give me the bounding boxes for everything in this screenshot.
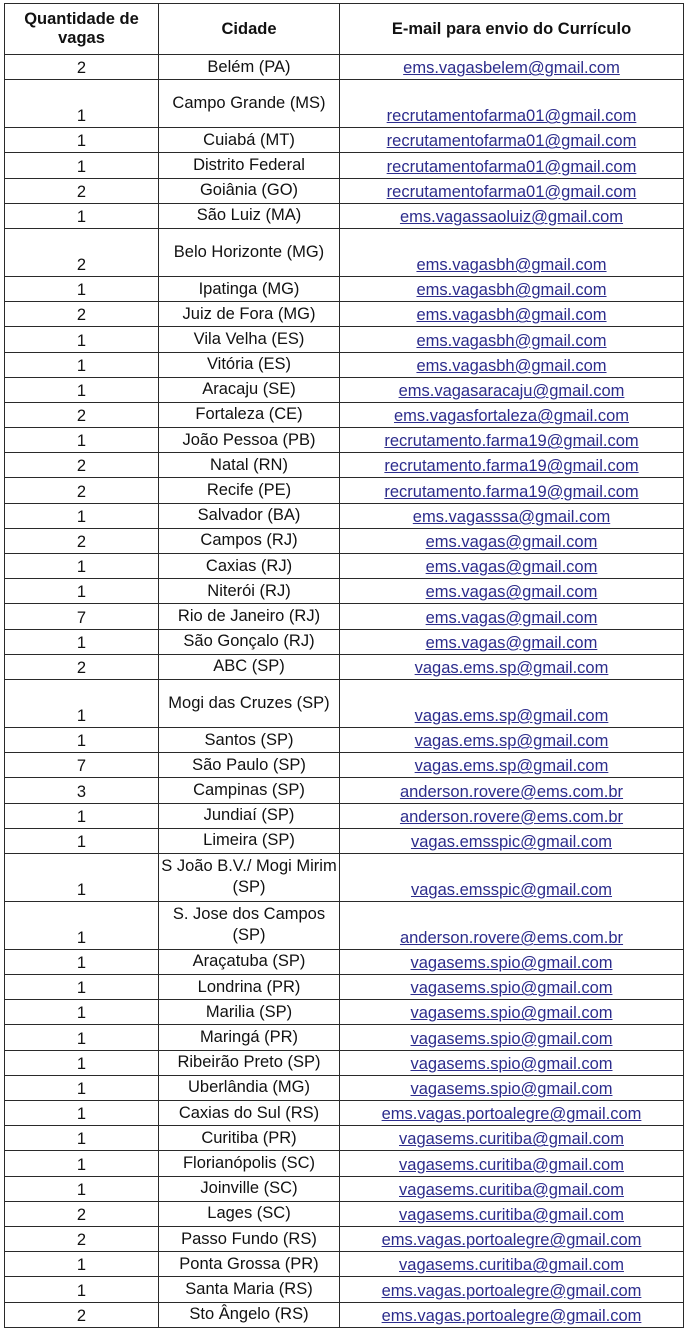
email-cell	[340, 604, 684, 629]
city-name: João Pessoa (PB)	[159, 428, 340, 453]
table-row	[5, 727, 684, 752]
email-link[interactable]: recrutamentofarma01@gmail.com	[386, 182, 637, 201]
city-name: Curitiba (PR)	[159, 1126, 340, 1151]
city-name: Sto Ângelo (RS)	[159, 1302, 340, 1327]
city-name: S João B.V./ Mogi Mirim (SP)	[159, 853, 340, 901]
vacancy-count: 3	[5, 778, 159, 803]
email-cell	[340, 1000, 684, 1025]
city-name: Ponta Grossa (PR)	[159, 1252, 340, 1277]
city-name: Vitória (ES)	[159, 352, 340, 377]
table-row	[5, 1226, 684, 1251]
email-link[interactable]: recrutamento.farma19@gmail.com	[384, 482, 639, 501]
email-cell	[340, 1151, 684, 1176]
city-name: Distrito Federal	[159, 153, 340, 178]
city-name: Ipatinga (MG)	[159, 276, 340, 301]
table-row	[5, 377, 684, 402]
email-header: E-mail para envio do Currículo	[340, 4, 684, 55]
email-cell	[340, 528, 684, 553]
email-cell	[340, 1075, 684, 1100]
city-name: Niterói (RJ)	[159, 579, 340, 604]
email-link[interactable]: vagasems.curitiba@gmail.com	[399, 1205, 624, 1224]
table-row	[5, 1176, 684, 1201]
vacancy-count: 1	[5, 1050, 159, 1075]
table-row	[5, 778, 684, 803]
email-cell	[340, 276, 684, 301]
city-name: Londrina (PR)	[159, 975, 340, 1000]
email-link[interactable]: vagas.ems.sp@gmail.com	[414, 658, 609, 677]
city-name: Campo Grande (MS)	[159, 80, 340, 128]
header-row	[5, 4, 684, 55]
table-row	[5, 828, 684, 853]
city-name: Caxias (RJ)	[159, 554, 340, 579]
city-name: São Luiz (MA)	[159, 203, 340, 228]
email-link[interactable]: ems.vagasbelem@gmail.com	[403, 59, 620, 78]
email-link[interactable]: vagasems.curitiba@gmail.com	[399, 1130, 624, 1149]
table-row	[5, 402, 684, 427]
email-cell	[340, 629, 684, 654]
vacancy-count: 1	[5, 554, 159, 579]
email-link[interactable]: ems.vagasbh@gmail.com	[416, 255, 607, 274]
table-row	[5, 679, 684, 727]
city-name: Maringá (PR)	[159, 1025, 340, 1050]
city-name: Caxias do Sul (RS)	[159, 1101, 340, 1126]
email-link[interactable]: ems.vagasaracaju@gmail.com	[398, 381, 625, 400]
vacancies-table	[4, 3, 684, 1328]
vacancy-count: 1	[5, 428, 159, 453]
email-cell	[340, 1201, 684, 1226]
vacancy-count: 1	[5, 1000, 159, 1025]
city-name: Mogi das Cruzes (SP)	[159, 679, 340, 727]
email-cell	[340, 327, 684, 352]
table-row	[5, 1025, 684, 1050]
city-name: S. Jose dos Campos (SP)	[159, 901, 340, 949]
city-name: Natal (RN)	[159, 453, 340, 478]
email-cell	[340, 1252, 684, 1277]
email-link[interactable]: anderson.rovere@ems.com.br	[399, 782, 624, 801]
city-name: Passo Fundo (RS)	[159, 1226, 340, 1251]
city-name: Belém (PA)	[159, 55, 340, 80]
city-header: Cidade	[159, 4, 340, 55]
vacancy-count: 1	[5, 203, 159, 228]
table-row	[5, 1126, 684, 1151]
email-cell	[340, 352, 684, 377]
email-link[interactable]: vagas.emsspic@gmail.com	[410, 880, 613, 899]
email-link[interactable]: ems.vagas@gmail.com	[425, 633, 598, 652]
city-name: Aracaju (SE)	[159, 377, 340, 402]
email-link[interactable]: vagas.ems.sp@gmail.com	[414, 732, 609, 751]
city-name: Lages (SC)	[159, 1201, 340, 1226]
city-name: Vila Velha (ES)	[159, 327, 340, 352]
vacancy-count: 2	[5, 1201, 159, 1226]
email-cell	[340, 654, 684, 679]
table-row	[5, 975, 684, 1000]
email-cell	[340, 55, 684, 80]
email-link[interactable]: ems.vagassaoluiz@gmail.com	[399, 207, 624, 226]
email-link[interactable]: ems.vagas@gmail.com	[425, 583, 598, 602]
vacancy-count: 1	[5, 727, 159, 752]
email-link[interactable]: vagasems.curitiba@gmail.com	[399, 1180, 624, 1199]
vacancy-count: 1	[5, 80, 159, 128]
email-link[interactable]: vagasems.curitiba@gmail.com	[399, 1155, 624, 1174]
vacancy-count: 1	[5, 949, 159, 974]
email-link[interactable]: recrutamento.farma19@gmail.com	[384, 457, 639, 476]
email-cell	[340, 428, 684, 453]
email-cell	[340, 1302, 684, 1327]
table-row	[5, 178, 684, 203]
table-row	[5, 629, 684, 654]
email-link[interactable]: vagasems.spio@gmail.com	[410, 1080, 613, 1098]
city-name: Recife (PE)	[159, 478, 340, 503]
vacancy-count: 2	[5, 402, 159, 427]
vacancy-count: 2	[5, 55, 159, 80]
email-cell	[340, 1226, 684, 1251]
email-cell	[340, 1050, 684, 1075]
email-link[interactable]: vagasems.spio@gmail.com	[410, 954, 613, 973]
table-row	[5, 1000, 684, 1025]
email-cell	[340, 975, 684, 1000]
vacancy-count: 1	[5, 579, 159, 604]
email-link[interactable]: anderson.rovere@ems.com.br	[399, 807, 624, 826]
table-row	[5, 128, 684, 153]
vacancy-count: 7	[5, 604, 159, 629]
email-link[interactable]: ems.vagas.portoalegre@gmail.com	[381, 1306, 642, 1325]
vacancy-count: 2	[5, 478, 159, 503]
table-row	[5, 554, 684, 579]
table-row	[5, 327, 684, 352]
vacancy-count: 1	[5, 1075, 159, 1100]
vacancy-count: 1	[5, 803, 159, 828]
email-cell	[340, 503, 684, 528]
quantity-header: Quantidade de vagas	[5, 4, 159, 55]
city-name: São Gonçalo (RJ)	[159, 629, 340, 654]
city-name: ABC (SP)	[159, 654, 340, 679]
vacancy-count: 2	[5, 228, 159, 276]
email-cell	[340, 153, 684, 178]
email-cell	[340, 302, 684, 327]
city-name: Limeira (SP)	[159, 828, 340, 853]
vacancy-count: 1	[5, 276, 159, 301]
city-name: Goiânia (GO)	[159, 178, 340, 203]
table-row	[5, 1201, 684, 1226]
email-link[interactable]: ems.vagas@gmail.com	[425, 558, 598, 577]
vacancy-count: 1	[5, 1277, 159, 1302]
vacancy-count: 2	[5, 654, 159, 679]
table-row	[5, 352, 684, 377]
city-name: Joinville (SC)	[159, 1176, 340, 1201]
email-cell	[340, 203, 684, 228]
table-row	[5, 1277, 684, 1302]
email-link[interactable]: recrutamentofarma01@gmail.com	[386, 157, 637, 176]
table-row	[5, 453, 684, 478]
email-link[interactable]: vagasems.spio@gmail.com	[410, 979, 613, 998]
email-cell	[340, 727, 684, 752]
table-row	[5, 949, 684, 974]
table-row	[5, 80, 684, 128]
table-row	[5, 901, 684, 949]
vacancy-count: 1	[5, 327, 159, 352]
email-link[interactable]: vagasems.curitiba@gmail.com	[399, 1256, 624, 1275]
email-cell	[340, 554, 684, 579]
vacancy-count: 1	[5, 1101, 159, 1126]
table-row	[5, 753, 684, 778]
email-cell	[340, 803, 684, 828]
city-name: Fortaleza (CE)	[159, 402, 340, 427]
email-cell	[340, 753, 684, 778]
city-name: Campos (RJ)	[159, 528, 340, 553]
table-row	[5, 803, 684, 828]
table-row	[5, 302, 684, 327]
email-link[interactable]: recrutamentofarma01@gmail.com	[386, 107, 637, 126]
table-row	[5, 528, 684, 553]
city-name: Jundiaí (SP)	[159, 803, 340, 828]
email-link[interactable]: vagasems.spio@gmail.com	[410, 1004, 613, 1023]
vacancy-count: 1	[5, 629, 159, 654]
email-link[interactable]: vagasems.spio@gmail.com	[410, 1029, 613, 1048]
table-row	[5, 1151, 684, 1176]
table-row	[5, 1050, 684, 1075]
email-link[interactable]: vagas.emsspic@gmail.com	[410, 832, 613, 851]
vacancy-count: 1	[5, 828, 159, 853]
city-name: Marilia (SP)	[159, 1000, 340, 1025]
table-header	[5, 4, 684, 55]
email-link[interactable]: ems.vagasssa@gmail.com	[412, 507, 611, 526]
email-cell	[340, 453, 684, 478]
table-row	[5, 1075, 684, 1100]
email-cell	[340, 128, 684, 153]
email-link[interactable]: anderson.rovere@ems.com.br	[399, 928, 624, 947]
vacancy-count: 1	[5, 1126, 159, 1151]
vacancy-count: 1	[5, 853, 159, 901]
email-cell	[340, 901, 684, 949]
city-name: Belo Horizonte (MG)	[159, 228, 340, 276]
city-name: Uberlândia (MG)	[159, 1075, 340, 1100]
email-cell	[340, 1277, 684, 1302]
vacancy-count: 2	[5, 528, 159, 553]
email-cell	[340, 377, 684, 402]
vacancy-count: 1	[5, 377, 159, 402]
email-cell	[340, 80, 684, 128]
email-cell	[340, 828, 684, 853]
city-name: Florianópolis (SC)	[159, 1151, 340, 1176]
table-row	[5, 1101, 684, 1126]
table-row	[5, 55, 684, 80]
table-row	[5, 503, 684, 528]
email-cell	[340, 478, 684, 503]
vacancy-count: 1	[5, 153, 159, 178]
vacancy-count: 1	[5, 1151, 159, 1176]
vacancy-count: 1	[5, 1252, 159, 1277]
email-cell	[340, 853, 684, 901]
table-row	[5, 203, 684, 228]
table-row	[5, 153, 684, 178]
email-link[interactable]: ems.vagas.portoalegre@gmail.com	[381, 1281, 642, 1300]
email-cell	[340, 1126, 684, 1151]
vacancy-count: 2	[5, 1226, 159, 1251]
table-row	[5, 654, 684, 679]
email-link[interactable]: vagas.ems.sp@gmail.com	[414, 757, 609, 776]
email-cell	[340, 679, 684, 727]
city-name: Cuiabá (MT)	[159, 128, 340, 153]
city-name: Santa Maria (RS)	[159, 1277, 340, 1302]
email-cell	[340, 228, 684, 276]
email-link[interactable]: vagasems.spio@gmail.com	[410, 1054, 613, 1073]
vacancy-count: 1	[5, 901, 159, 949]
city-name: Juiz de Fora (MG)	[159, 302, 340, 327]
email-cell	[340, 402, 684, 427]
email-cell	[340, 778, 684, 803]
table-row	[5, 1302, 684, 1327]
city-name: Campinas (SP)	[159, 778, 340, 803]
email-link[interactable]: ems.vagasbh@gmail.com	[416, 331, 607, 350]
email-link[interactable]: ems.vagasfortaleza@gmail.com	[393, 407, 629, 426]
email-cell	[340, 178, 684, 203]
email-link[interactable]: recrutamentofarma01@gmail.com	[386, 132, 637, 151]
vacancy-count: 1	[5, 1176, 159, 1201]
table-row	[5, 1252, 684, 1277]
email-link[interactable]: ems.vagas.portoalegre@gmail.com	[381, 1231, 642, 1250]
email-cell	[340, 579, 684, 604]
email-cell	[340, 1101, 684, 1126]
table-row	[5, 228, 684, 276]
table-row	[5, 853, 684, 901]
city-name: Salvador (BA)	[159, 503, 340, 528]
vacancy-count: 2	[5, 453, 159, 478]
email-link[interactable]: ems.vagasbh@gmail.com	[416, 281, 607, 300]
vacancy-count: 1	[5, 679, 159, 727]
vacancy-count: 2	[5, 178, 159, 203]
vacancy-count: 1	[5, 975, 159, 1000]
email-link[interactable]: ems.vagas@gmail.com	[425, 533, 598, 551]
city-name: São Paulo (SP)	[159, 753, 340, 778]
table-row	[5, 579, 684, 604]
email-link[interactable]: ems.vagas@gmail.com	[425, 608, 598, 627]
email-cell	[340, 1025, 684, 1050]
city-name: Araçatuba (SP)	[159, 949, 340, 974]
table-body	[5, 55, 684, 1328]
city-name: Ribeirão Preto (SP)	[159, 1050, 340, 1075]
vacancy-count: 1	[5, 1025, 159, 1050]
email-cell	[340, 949, 684, 974]
vacancy-count: 2	[5, 302, 159, 327]
table-row	[5, 428, 684, 453]
vacancy-count: 2	[5, 1302, 159, 1327]
vacancy-count: 1	[5, 128, 159, 153]
email-cell	[340, 1176, 684, 1201]
city-name: Rio de Janeiro (RJ)	[159, 604, 340, 629]
vacancy-count: 1	[5, 352, 159, 377]
email-link[interactable]: vagas.ems.sp@gmail.com	[414, 706, 609, 725]
email-link[interactable]: ems.vagasbh@gmail.com	[416, 356, 607, 375]
table-row	[5, 276, 684, 301]
vacancy-count: 1	[5, 503, 159, 528]
email-link[interactable]: ems.vagas.portoalegre@gmail.com	[381, 1105, 642, 1124]
email-link[interactable]: recrutamento.farma19@gmail.com	[384, 432, 639, 451]
vacancy-count: 7	[5, 753, 159, 778]
table-row	[5, 604, 684, 629]
table-row	[5, 478, 684, 503]
city-name: Santos (SP)	[159, 727, 340, 752]
email-link[interactable]: ems.vagasbh@gmail.com	[416, 306, 607, 325]
